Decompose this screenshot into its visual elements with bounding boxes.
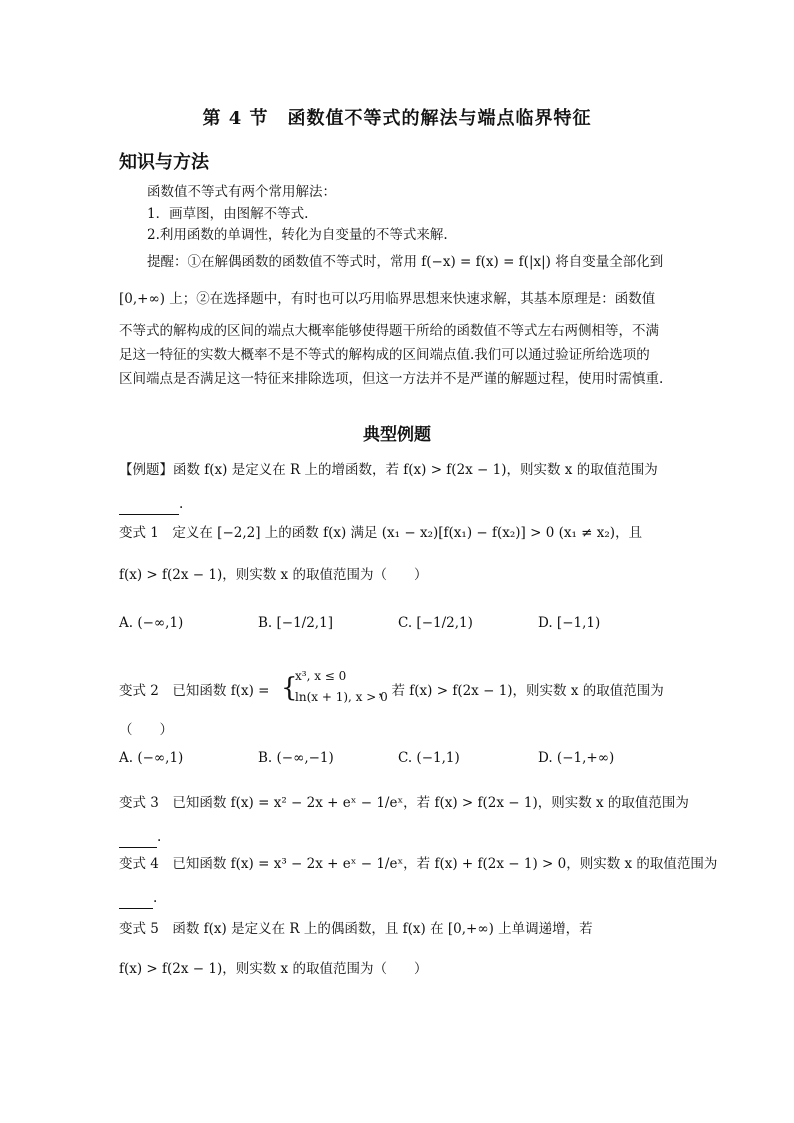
examples-heading: 典型例题 <box>363 425 431 445</box>
variant-5-line-1: 变式 5 函数 f(x) 是定义在 R 上的偶函数，且 f(x) 在 [0,+∞) 上单调递增，若 <box>119 921 593 937</box>
variant-1-option-c: C. [−1/2,1) <box>398 615 473 631</box>
example-period: . <box>179 496 184 512</box>
variant-2-option-d: D. (−1,+∞) <box>538 750 615 766</box>
section-title: 第 4 节 函数值不等式的解法与端点临界特征 <box>202 108 592 129</box>
variant-3-line-2 <box>119 826 161 848</box>
piecewise-brace: { <box>281 673 298 703</box>
variant-1-option-a: A. (−∞,1) <box>119 615 184 631</box>
example-line-1: 【例题】函数 f(x) 是定义在 R 上的增函数，若 f(x) > f(2x − 1)，则实数 x 的取值范围为 <box>119 462 658 478</box>
variant-1-option-b: B. [−1/2,1] <box>258 615 333 631</box>
variant-3-period: . <box>157 829 162 845</box>
piece-2: ln(x + 1), x > 0 <box>295 690 388 704</box>
tip-line-4: 足这一特征的实数大概率不是不等式的解构成的区间端点值.我们可以通过验证所给选项的 <box>119 347 650 363</box>
example-line-2 <box>119 493 183 515</box>
variant-4-period: . <box>153 890 158 906</box>
variant-1-line-2: f(x) > f(2x − 1)，则实数 x 的取值范围为（ ） <box>119 567 428 583</box>
variant-1-option-d: D. [−1,1) <box>538 615 601 631</box>
variant-2-line-2: （ ） <box>119 722 173 738</box>
tip-line-1: 提醒：①在解偶函数的函数值不等式时，常用 f(−x) = f(x) = f(|x|) 将自变量全部化到 <box>147 254 664 270</box>
variant-3-line-1: 变式 3 已知函数 f(x) = x² − 2x + eˣ − 1/eˣ，若 f(x) > f(2x − 1)，则实数 x 的取值范围为 <box>119 795 689 811</box>
variant-2-option-b: B. (−∞,−1) <box>258 750 334 766</box>
variant-2-label <box>119 680 269 702</box>
answer-blank <box>119 846 157 848</box>
variant-2-label-text: 变式 2 已知函数 <box>119 683 227 699</box>
variant-1-line-1: 变式 1 定义在 [−2,2] 上的函数 f(x) 满足 (x₁ − x₂)[f(x₁) − f(x₂)] > 0 (x₁ ≠ x₂)，且 <box>119 525 643 541</box>
knowledge-heading: 知识与方法 <box>119 152 209 173</box>
answer-blank <box>119 513 179 515</box>
knowledge-intro: 函数值不等式有两个常用解法： <box>147 184 336 200</box>
variant-5-line-2: f(x) > f(2x − 1)，则实数 x 的取值范围为（ ） <box>119 961 428 977</box>
tip-line-5: 区间端点是否满足这一特征来排除选项，但这一方法并不是严谨的解题过程，使用时需慎重. <box>119 371 664 387</box>
method-2: 2.利用函数的单调性，转化为自变量的不等式来解. <box>147 227 448 243</box>
variant-2-rest: ，若 f(x) > f(2x − 1)，则实数 x 的取值范围为 <box>378 683 664 699</box>
variant-2-option-c: C. (−1,1) <box>398 750 460 766</box>
variant-4-line-1: 变式 4 已知函数 f(x) = x³ − 2x + eˣ − 1/eˣ，若 f(x) + f(2x − 1) > 0，则实数 x 的取值范围为 <box>119 856 718 872</box>
variant-2-option-a: A. (−∞,1) <box>119 750 184 766</box>
method-1: 1．画草图，由图解不等式. <box>147 206 309 222</box>
tip-line-3: 不等式的解构成的区间的端点大概率能够使得题干所给的函数值不等式左右两侧相等，不满 <box>119 323 659 339</box>
variant-4-line-2 <box>119 887 157 909</box>
variant-2-func-lhs: f(x) = <box>230 683 270 699</box>
answer-blank <box>119 907 153 909</box>
piece-1: x³, x ≤ 0 <box>295 669 347 683</box>
tip-line-2: [0,+∞) 上；②在选择题中，有时也可以巧用临界思想来快速求解，其基本原理是：函数值 <box>119 291 656 307</box>
